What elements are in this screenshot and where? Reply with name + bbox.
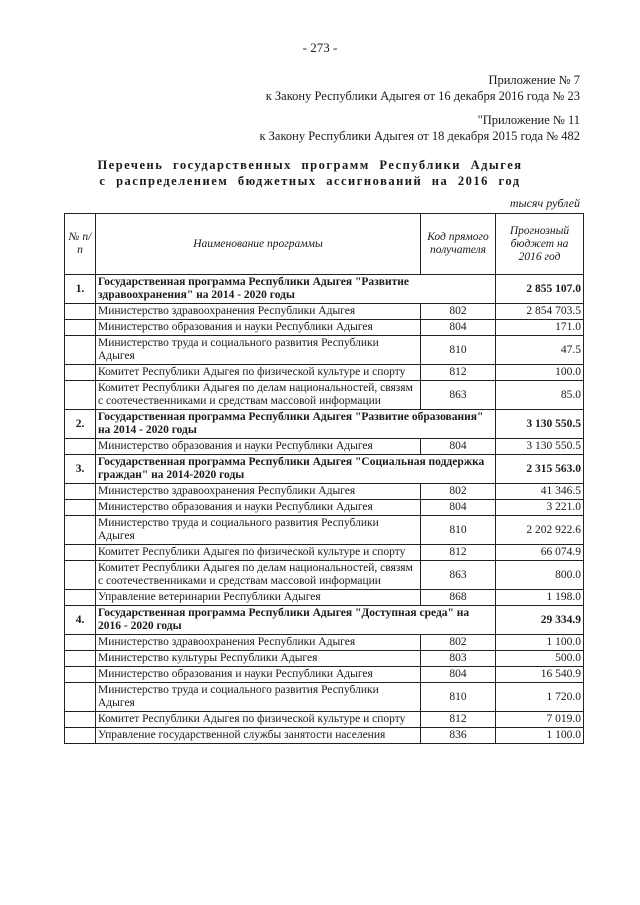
row-code: 812 [421, 712, 496, 728]
recipient-row [65, 667, 584, 683]
program-row [65, 606, 584, 635]
recipient-row [65, 635, 584, 651]
appendix-current-line1: Приложение № 7 [488, 73, 580, 87]
units-label: тысяч рублей [509, 196, 580, 210]
appendix-original [259, 112, 580, 144]
row-amount: 7 019.0 [496, 712, 584, 728]
title-line2: с распределением бюджетных ассигнований на 2016 год [99, 174, 521, 188]
row-code: 863 [421, 561, 496, 590]
row-number [65, 545, 96, 561]
appendix-original-line1: "Приложение № 11 [477, 113, 580, 127]
row-number [65, 320, 96, 336]
row-code: 804 [421, 320, 496, 336]
row-name: Управление государственной службы занятости населения [96, 728, 421, 744]
recipient-row [65, 728, 584, 744]
row-name: Управление ветеринарии Республики Адыгея [96, 590, 421, 606]
row-number [65, 500, 96, 516]
row-name: Министерство здравоохранения Республики Адыгея [96, 304, 421, 320]
header-name: Наименование программы [96, 214, 421, 275]
table-header-row [65, 214, 584, 275]
row-name: Министерство здравоохранения Республики Адыгея [96, 484, 421, 500]
recipient-row [65, 712, 584, 728]
row-number [65, 516, 96, 545]
recipient-row [65, 683, 584, 712]
recipient-row [65, 381, 584, 410]
row-number [65, 439, 96, 455]
row-name: Государственная программа Республики Адыгея "Социальная поддержка граждан" на 2014-2020 годы [96, 455, 496, 484]
recipient-row [65, 439, 584, 455]
row-number: 4. [65, 606, 96, 635]
row-code: 804 [421, 500, 496, 516]
row-amount: 2 855 107.0 [496, 275, 584, 304]
appendix-current-line2: к Закону Республики Адыгея от 16 декабря 2016 года № 23 [265, 89, 580, 103]
row-code: 812 [421, 365, 496, 381]
header-code: Код прямого получателя [421, 214, 496, 275]
recipient-row [65, 484, 584, 500]
row-amount: 2 202 922.6 [496, 516, 584, 545]
appendix-current [266, 72, 580, 104]
row-number: 2. [65, 410, 96, 439]
page-number: - 273 - [302, 40, 338, 55]
row-amount: 85.0 [496, 381, 584, 410]
row-name: Комитет Республики Адыгея по делам национальностей, связям с соотечественниками и средствам массовой информации [96, 381, 421, 410]
row-number [65, 365, 96, 381]
row-number [65, 336, 96, 365]
row-number [65, 381, 96, 410]
row-number [65, 712, 96, 728]
row-name: Министерство образования и науки Республики Адыгея [96, 439, 421, 455]
row-name: Министерство здравоохранения Республики Адыгея [96, 635, 421, 651]
row-name: Комитет Республики Адыгея по физической культуре и спорту [96, 712, 421, 728]
row-code: 863 [421, 381, 496, 410]
row-name: Министерство образования и науки Республики Адыгея [96, 320, 421, 336]
recipient-row [65, 561, 584, 590]
recipient-row [65, 500, 584, 516]
row-amount: 1 100.0 [496, 728, 584, 744]
program-budget-table [64, 213, 584, 744]
recipient-row [65, 320, 584, 336]
appendix-original-line2: к Закону Республики Адыгея от 18 декабря 2015 года № 482 [259, 129, 580, 143]
row-name: Государственная программа Республики Адыгея "Доступная среда" на 2016 - 2020 годы [96, 606, 496, 635]
row-name: Государственная программа Республики Адыгея "Развитие здравоохранения" на 2014 - 2020 годы [96, 275, 496, 304]
row-amount: 3 130 550.5 [496, 439, 584, 455]
header-budget: Прогнозный бюджет на 2016 год [496, 214, 584, 275]
row-code: 836 [421, 728, 496, 744]
program-row [65, 410, 584, 439]
recipient-row [65, 336, 584, 365]
row-code: 868 [421, 590, 496, 606]
row-amount: 66 074.9 [496, 545, 584, 561]
row-amount: 500.0 [496, 651, 584, 667]
row-code: 804 [421, 439, 496, 455]
row-code: 810 [421, 683, 496, 712]
document-title [90, 157, 530, 189]
row-number [65, 590, 96, 606]
row-number: 1. [65, 275, 96, 304]
row-amount: 100.0 [496, 365, 584, 381]
row-amount: 16 540.9 [496, 667, 584, 683]
row-number [65, 304, 96, 320]
row-number [65, 635, 96, 651]
row-name: Министерство образования и науки Республики Адыгея [96, 500, 421, 516]
row-number [65, 484, 96, 500]
row-amount: 41 346.5 [496, 484, 584, 500]
row-amount: 47.5 [496, 336, 584, 365]
row-name: Комитет Республики Адыгея по физической культуре и спорту [96, 365, 421, 381]
recipient-row [65, 590, 584, 606]
recipient-row [65, 365, 584, 381]
row-name: Комитет Республики Адыгея по делам национальностей, связям с соотечественниками и средствам массовой информации [96, 561, 421, 590]
row-number: 3. [65, 455, 96, 484]
row-amount: 3 130 550.5 [496, 410, 584, 439]
row-code: 804 [421, 667, 496, 683]
header-num: № п/п [65, 214, 96, 275]
row-amount: 2 315 563.0 [496, 455, 584, 484]
row-code: 802 [421, 635, 496, 651]
row-name: Министерство труда и социального развития Республики Адыгея [96, 516, 421, 545]
program-row [65, 275, 584, 304]
row-number [65, 728, 96, 744]
recipient-row [65, 304, 584, 320]
recipient-row [65, 516, 584, 545]
row-name: Комитет Республики Адыгея по физической культуре и спорту [96, 545, 421, 561]
table-body [65, 275, 584, 744]
row-amount: 1 720.0 [496, 683, 584, 712]
row-amount: 3 221.0 [496, 500, 584, 516]
row-amount: 29 334.9 [496, 606, 584, 635]
row-code: 803 [421, 651, 496, 667]
row-amount: 171.0 [496, 320, 584, 336]
row-code: 810 [421, 336, 496, 365]
row-number [65, 651, 96, 667]
program-row [65, 455, 584, 484]
row-name: Министерство образования и науки Республики Адыгея [96, 667, 421, 683]
row-code: 802 [421, 484, 496, 500]
row-number [65, 667, 96, 683]
row-code: 810 [421, 516, 496, 545]
row-number [65, 683, 96, 712]
row-name: Государственная программа Республики Адыгея "Развитие образования" на 2014 - 2020 годы [96, 410, 496, 439]
row-number [65, 561, 96, 590]
row-amount: 1 100.0 [496, 635, 584, 651]
row-name: Министерство труда и социального развития Республики Адыгея [96, 683, 421, 712]
row-code: 812 [421, 545, 496, 561]
row-name: Министерство труда и социального развития Республики Адыгея [96, 336, 421, 365]
recipient-row [65, 545, 584, 561]
row-name: Министерство культуры Республики Адыгея [96, 651, 421, 667]
recipient-row [65, 651, 584, 667]
row-code: 802 [421, 304, 496, 320]
row-amount: 1 198.0 [496, 590, 584, 606]
row-amount: 800.0 [496, 561, 584, 590]
title-line1: Перечень государственных программ Республики Адыгея [97, 158, 523, 172]
row-amount: 2 854 703.5 [496, 304, 584, 320]
